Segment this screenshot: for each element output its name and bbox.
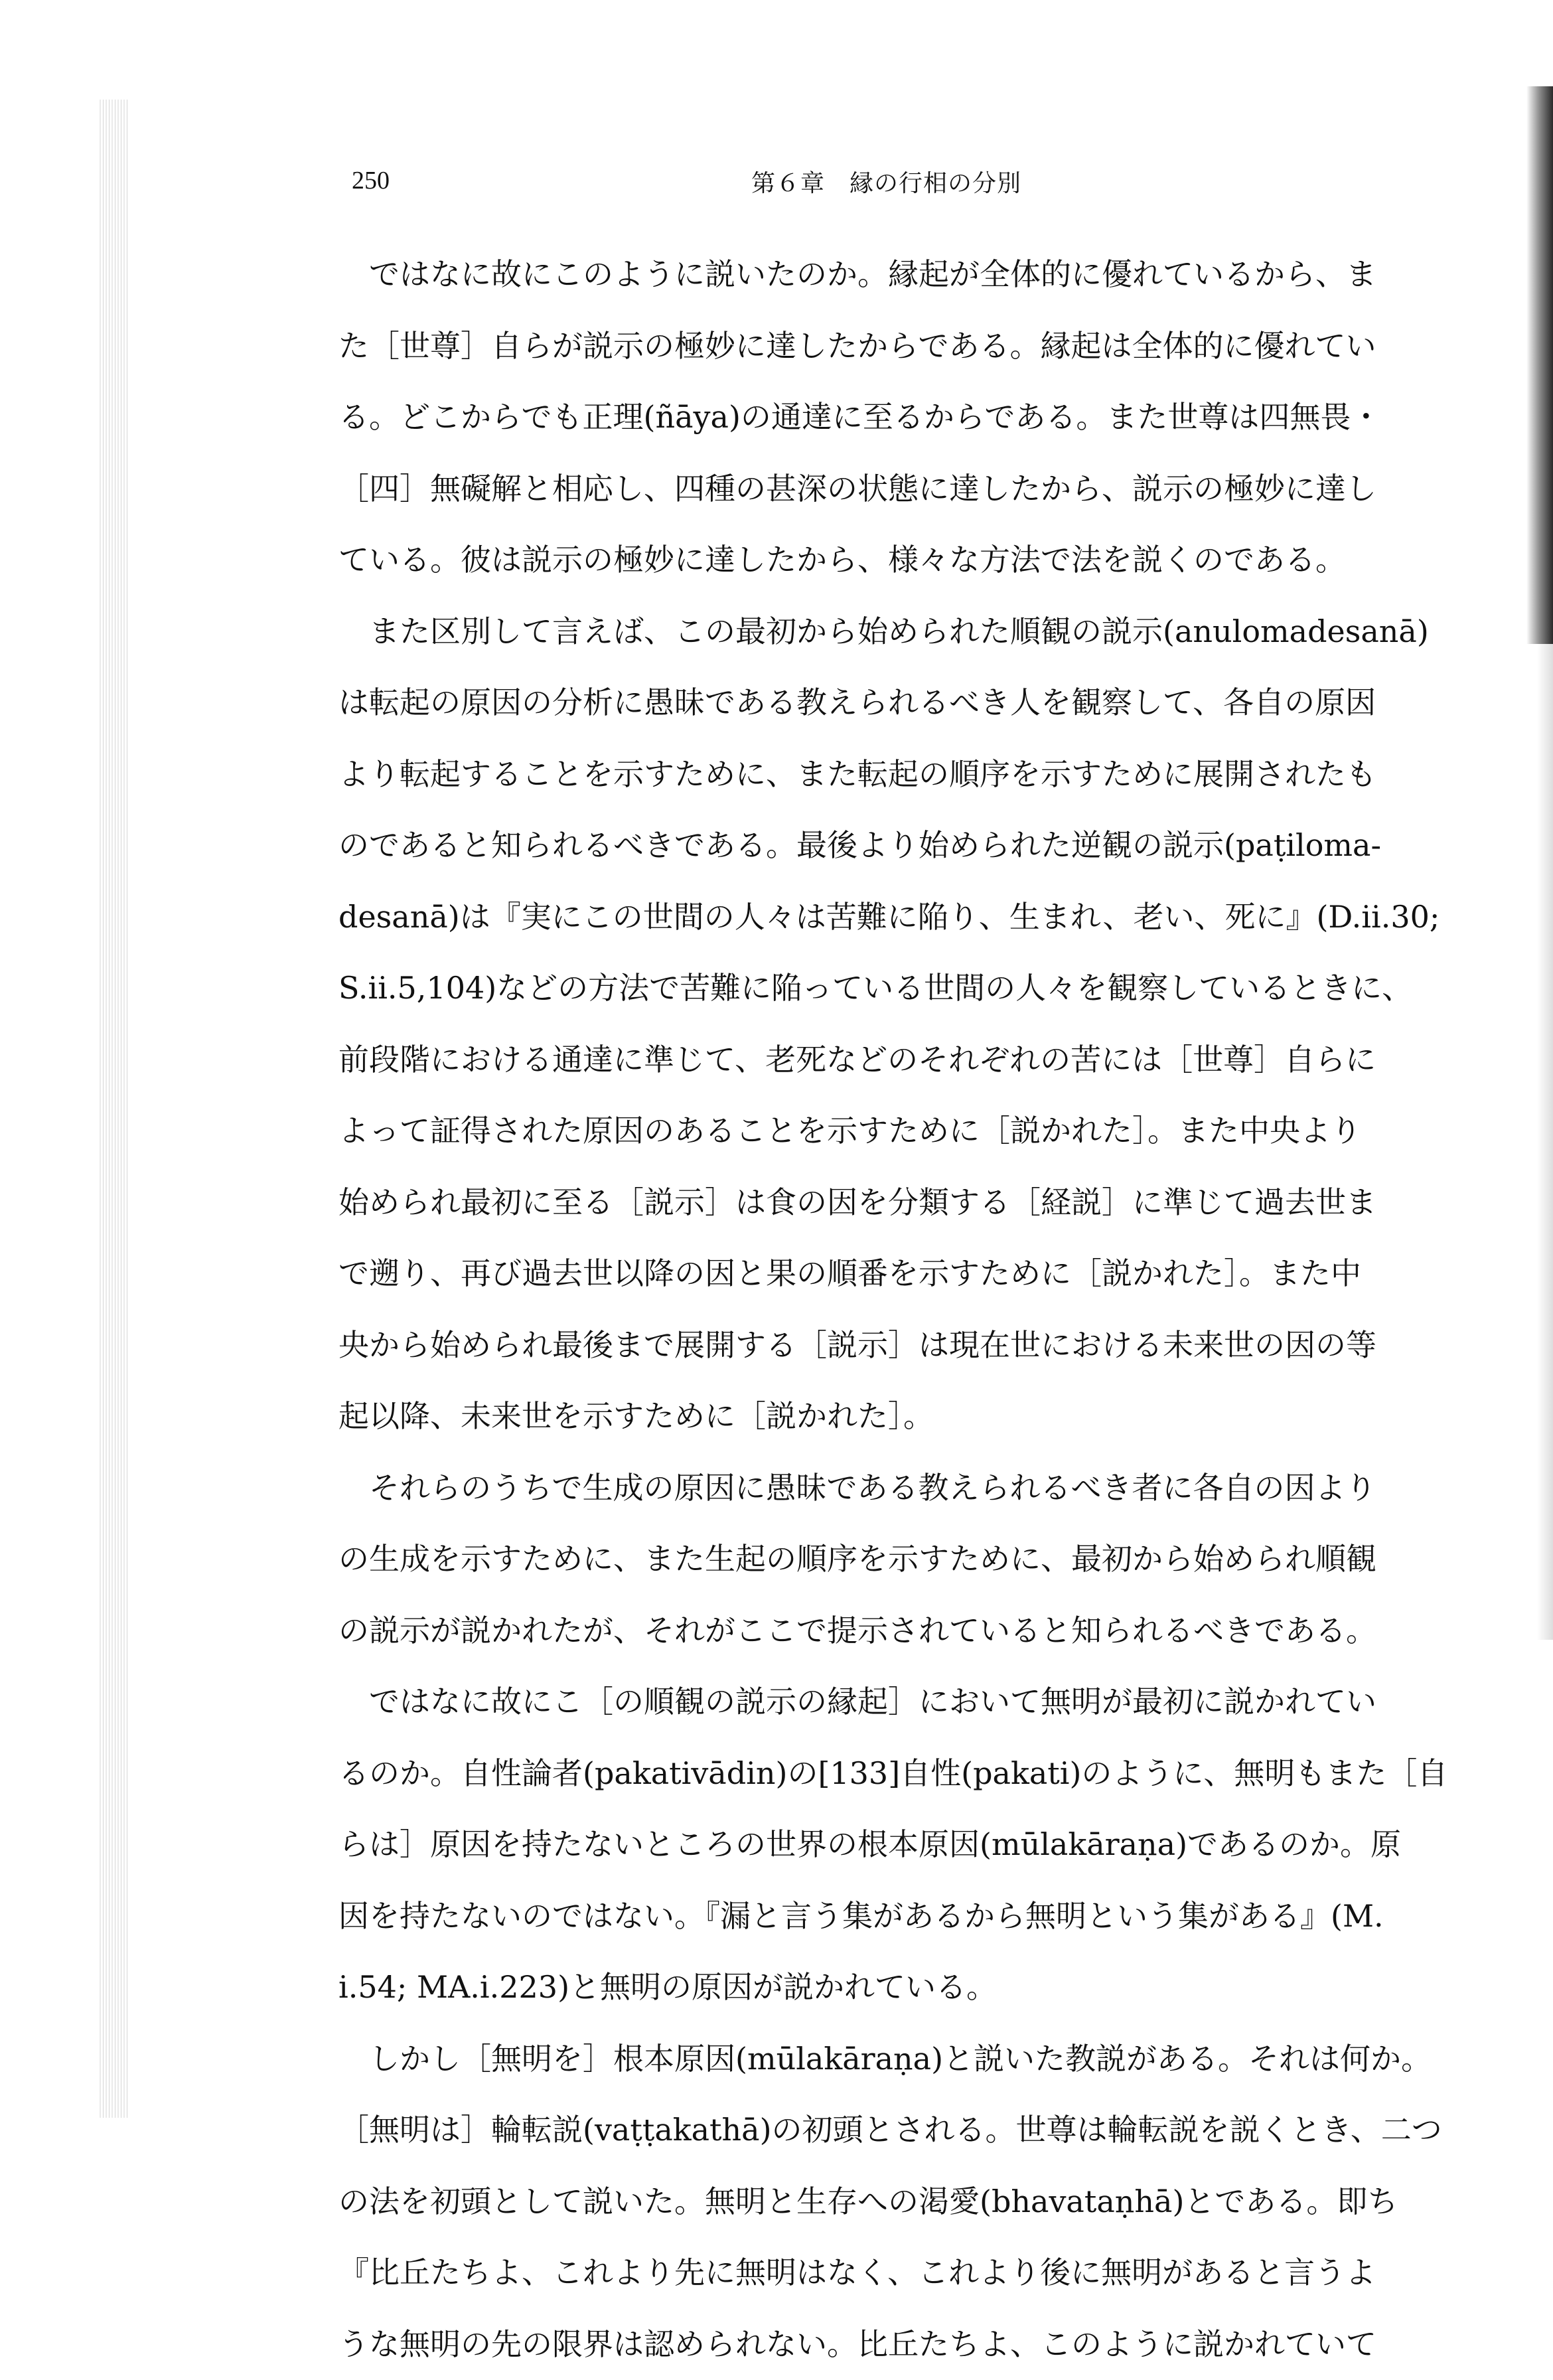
text-line: は転起の原因の分析に愚昧である教えられるべき人を観察して、各自の原因 <box>338 667 1467 739</box>
text-line: る。どこからでも正理(ñāya)の通達に至るからである。また世尊は四無畏・ <box>338 382 1467 453</box>
text-line: うな無明の先の限界は認められない。比丘たちよ、このように説かれていて <box>338 2309 1467 2380</box>
text-line: のであると知られるべきである。最後より始められた逆観の説示(paṭiloma- <box>338 810 1467 882</box>
body-text <box>338 239 1467 2380</box>
text-line: ［無明は］輪転説(vaṭṭakathā)の初頭とされる。世尊は輪転説を説くとき、二つ <box>338 2095 1467 2166</box>
text-line: た［世尊］自らが説示の極妙に達したからである。縁起は全体的に優れてい <box>338 311 1467 382</box>
text-line: しかし［無明を］根本原因(mūlakāraṇa)と説いた教説がある。それは何か。 <box>338 2023 1467 2095</box>
page-number: 250 <box>352 166 390 195</box>
text-line: S.ii.5,104)などの方法で苦難に陥っている世間の人々を観察しているときに、 <box>338 953 1467 1024</box>
text-line: より転起することを示すために、また転起の順序を示すために展開されたも <box>338 739 1467 811</box>
text-line: desanā)は『実にこの世間の人々は苦難に陥り、生まれ、老い、死に』(D.ii.30; <box>338 882 1467 953</box>
page-header <box>345 157 1473 203</box>
text-line: また区別して言えば、この最初から始められた順観の説示(anulomadesanā) <box>338 596 1467 668</box>
text-line: で遡り、再び過去世以降の因と果の順番を示すために［説かれた］。また中 <box>338 1238 1467 1310</box>
text-line: 前段階における通達に準じて、老死などのそれぞれの苦には［世尊］自らに <box>338 1024 1467 1096</box>
running-title: 第６章 縁の行相の分別 <box>751 165 1021 198</box>
text-line: らは］原因を持たないところの世界の根本原因(mūlakāraṇa)であるのか。原 <box>338 1809 1467 1881</box>
text-line: 起以降、未来世を示すために［説かれた］。 <box>338 1381 1467 1453</box>
scan-edge-shade <box>1537 644 1553 1640</box>
text-line: 央から始められ最後まで展開する［説示］は現在世における未来世の因の等 <box>338 1310 1467 1382</box>
text-line: ［四］無礙解と相応し、四種の甚深の状態に達したから、説示の極妙に達し <box>338 453 1467 525</box>
text-line: 因を持たないのではない。『漏と言う集があるから無明という集がある』(M. <box>338 1881 1467 1952</box>
text-line: 始められ最初に至る［説示］は食の因を分類する［経説］に準じて過去世ま <box>338 1167 1467 1239</box>
text-line: の法を初頭として説いた。無明と生存への渇愛(bhavataṇhā)とである。即ち <box>338 2166 1467 2238</box>
text-line: 『比丘たちよ、これより先に無明はなく、これより後に無明があると言うよ <box>338 2237 1467 2309</box>
text-line: i.54; MA.i.223)と無明の原因が説かれている。 <box>338 1952 1467 2023</box>
text-line: の説示が説かれたが、それがここで提示されていると知られるべきである。 <box>338 1595 1467 1667</box>
text-line: よって証得された原因のあることを示すために［説かれた］。また中央より <box>338 1095 1467 1167</box>
text-line: ではなに故にこのように説いたのか。縁起が全体的に優れているから、ま <box>338 239 1467 311</box>
scan-edge-shadow <box>1526 86 1553 644</box>
text-line: ている。彼は説示の極妙に達したから、様々な方法で法を説くのである。 <box>338 524 1467 596</box>
text-line: の生成を示すために、また生起の順序を示すために、最初から始められ順観 <box>338 1524 1467 1595</box>
text-line: ではなに故にこ［の順観の説示の縁起］において無明が最初に説かれてい <box>338 1666 1467 1738</box>
text-line: るのか。自性論者(pakativādin)の[133]自性(pakati)のように、無明もまた［自 <box>338 1738 1467 1810</box>
text-line: それらのうちで生成の原因に愚昧である教えられるべき者に各自の因より <box>338 1453 1467 1524</box>
scan-gutter <box>100 100 129 2118</box>
